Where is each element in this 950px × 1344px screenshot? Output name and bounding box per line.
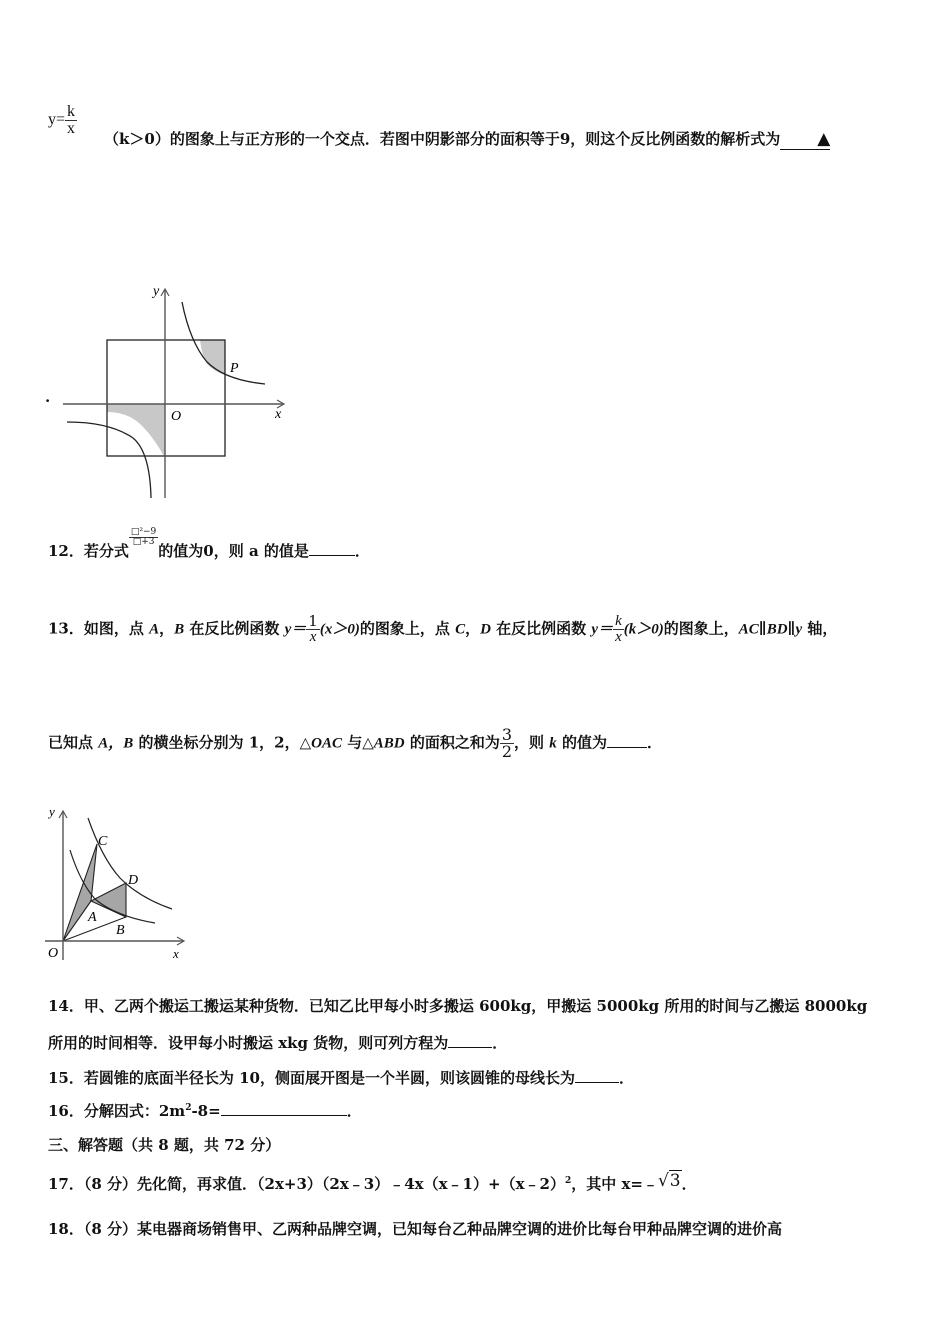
q11-func-y: y [48, 111, 56, 129]
q13-var-k: k [549, 735, 557, 752]
q13-area-den: 2 [501, 742, 513, 761]
q14-line1: 14．甲、乙两个搬运工搬运某种货物．已知乙比甲每小时多搬运 600kg，甲搬运 5000kg 所用的时间与乙搬运 8000kg [48, 997, 868, 1015]
q17-end: ． [681, 1175, 697, 1193]
q13-comma2: ， [465, 619, 481, 638]
q11-origin-label: O [171, 409, 182, 424]
q13-line2-a: 已知点 [48, 733, 99, 752]
q11-y-label: y [153, 284, 160, 299]
q13-func2-den: x [615, 629, 622, 645]
q13-number: 13． [48, 619, 84, 638]
q14-end: ． [492, 1034, 508, 1052]
q17-text: 17．（8 分）先化简，再求值．（2x+3）（2x﹣3）﹣4x（x﹣1）+（x﹣2） [48, 1175, 565, 1193]
q13-line2-f: ，则 [514, 733, 550, 752]
q13-line2-e: 的面积之和为 [404, 733, 500, 752]
q13-func1-num: 1 [308, 612, 318, 630]
q17-superscript: 2 [564, 1176, 572, 1186]
q17-radicand: 3 [669, 1171, 681, 1191]
q13-func2-fraction [613, 614, 624, 645]
q13-line1 [48, 614, 837, 645]
q13-c-label: C [98, 834, 108, 849]
q13-func1-fraction [306, 614, 320, 645]
q13-text-c: 的图象上，点 [359, 619, 456, 638]
q13-point-a: A [149, 621, 160, 638]
q15-text: 15．若圆锥的底面半径长为 10，侧面展开图是一个半圆，则该圆锥的母线长为 [48, 1069, 575, 1087]
q13-line2-c: 的横坐标分别为 1，2， [133, 733, 300, 752]
q12-text-a: 若分式 [83, 542, 129, 560]
q13-func2-cond: (k＞0) [623, 621, 664, 638]
q12-frac-denominator: □+3 [132, 537, 155, 547]
q12-answer-blank [309, 555, 355, 556]
q11-leading-dot: . [45, 388, 51, 406]
q14-line2 [48, 1032, 507, 1053]
q11-func [48, 104, 77, 137]
q17-sqrt [658, 1171, 682, 1191]
q11-figure [55, 280, 295, 505]
q13-point-b: B [174, 621, 185, 638]
q13-figure [40, 800, 195, 965]
q13-x-label: x [173, 946, 179, 961]
q13-origin-label: O [48, 946, 59, 961]
q13-line2-b: A，B [98, 735, 134, 752]
q16-superscript: 2 [185, 1103, 192, 1113]
q16-end: ． [346, 1102, 362, 1120]
q18-line: 18．（8 分）某电器商场销售甲、乙两种品牌空调，已知每台乙种品牌空调的进价比每台甲种品牌空调的进价高 [48, 1220, 783, 1238]
q11-text-body: （k＞0）的图象上与正方形的一个交点．若图中阴影部分的面积等于9，则这个反比例函数的解析式为 [104, 130, 781, 148]
q13-func2-lhs: y＝ [591, 621, 614, 638]
q15-answer-blank [575, 1082, 619, 1083]
q11-func-eq: = [56, 111, 66, 129]
q11-func-denominator: x [67, 120, 76, 137]
q13-text-d: 在反比例函数 [490, 619, 592, 638]
q13-func1-lhs: y＝ [284, 621, 307, 638]
q13-parallel: AC∥BD∥y [738, 621, 803, 638]
q13-line2 [48, 727, 662, 760]
q13-end: ． [646, 733, 662, 752]
q15-line [48, 1067, 634, 1088]
q13-d-label: D [128, 873, 139, 888]
q13-func2-num: k [615, 613, 622, 629]
q13-text-e: 的图象上， [663, 619, 739, 638]
q13-func1-cond: (x＞0) [319, 621, 360, 638]
q11-answer-blank [780, 129, 830, 150]
q11-func-fraction [65, 104, 77, 137]
q13-text-a: 如图，点 [83, 619, 150, 638]
q13-b-label: B [116, 923, 125, 938]
q11-point-p-label: P [230, 361, 239, 376]
q13-func1-den: x [309, 629, 317, 645]
q13-comma1: ， [159, 619, 175, 638]
q13-line2-d: 与 [341, 733, 363, 752]
q13-tri2: △ABD [362, 735, 405, 752]
q13-point-c: C [455, 621, 466, 638]
q17-line [48, 1171, 697, 1194]
q12-fraction [129, 528, 158, 547]
q12-end: ． [354, 542, 370, 560]
q15-end: ． [618, 1069, 634, 1087]
q12-frac-numerator: □²−9 [130, 527, 157, 537]
q13-text-f: 轴， [802, 619, 838, 638]
q12-text-b: 的值为0，则 a 的值是 [158, 542, 309, 560]
q14-answer-blank [448, 1047, 492, 1048]
q13-point-d: D [480, 621, 491, 638]
q11-text [104, 128, 830, 150]
q16-text-a: 16．分解因式：2m [48, 1102, 186, 1120]
q11-shaded-region-lower [107, 404, 165, 458]
q13-a-label: A [88, 910, 97, 925]
q16-line [48, 1100, 362, 1121]
q13-y-label: y [49, 804, 55, 819]
q16-answer-blank [221, 1115, 347, 1116]
q13-line2-g: 的值为 [556, 733, 607, 752]
q11-answer-marker: ▲ [817, 129, 831, 149]
q17-radical-sign: √ [657, 1171, 669, 1191]
q12-line [48, 528, 370, 561]
q13-area-num: 3 [501, 725, 513, 744]
q13-answer-blank [607, 747, 647, 748]
q11-hyperbola-lower [67, 422, 151, 498]
q12-number: 12． [48, 542, 84, 560]
q13-hyperbola-k [88, 818, 172, 909]
section3-title: 三、解答题（共 8 题，共 72 分） [48, 1136, 281, 1154]
q13-triangle-oac [63, 844, 97, 941]
q16-text-b: -8= [191, 1102, 221, 1120]
q14-line2-text: 所用的时间相等．设甲每小时搬运 xkg 货物，则可列方程为 [48, 1034, 449, 1052]
q13-text-b: 在反比例函数 [184, 619, 285, 638]
q11-x-label: x [275, 407, 282, 422]
q17-text-b: ，其中 x=﹣ [571, 1175, 658, 1193]
q11-func-numerator: k [67, 103, 76, 120]
q13-area-fraction [500, 727, 514, 760]
q13-tri1: △OAC [299, 735, 342, 752]
